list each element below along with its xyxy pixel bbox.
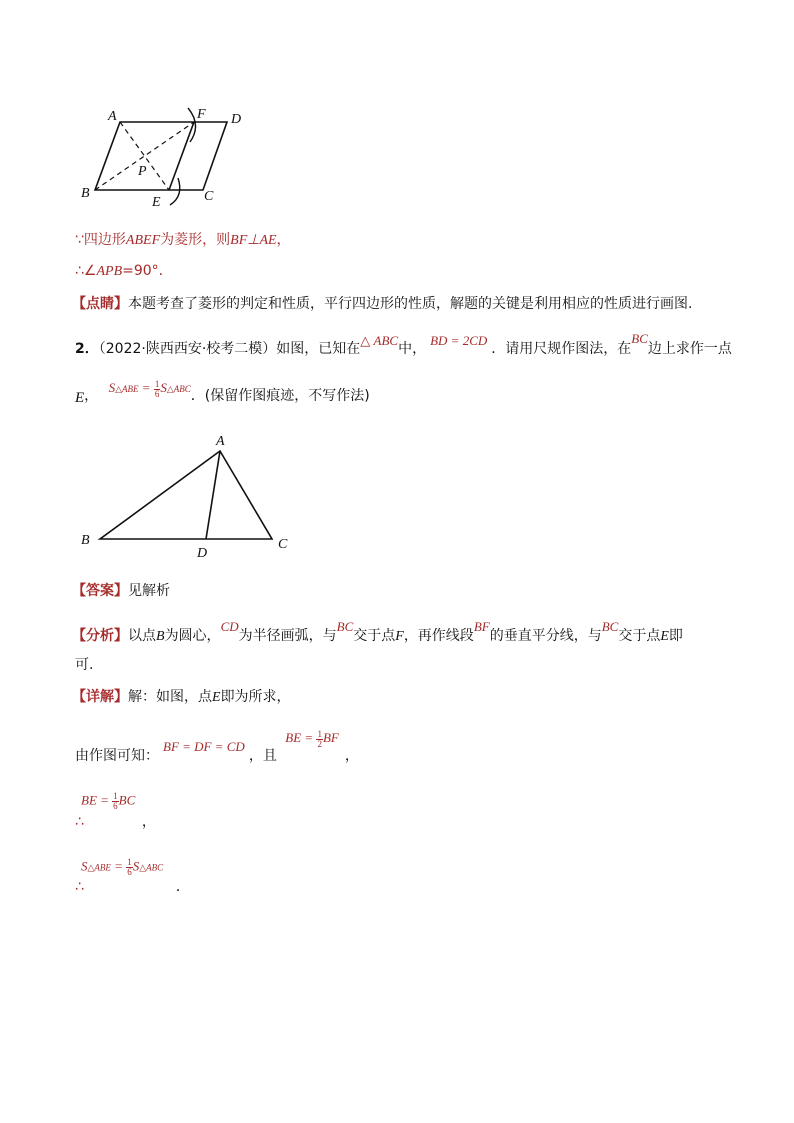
label-A: A xyxy=(108,109,117,124)
answer-tag: 【答案】 xyxy=(72,583,128,599)
detail-line4 xyxy=(75,876,190,896)
math-be-half-bf xyxy=(285,728,339,749)
problem-text4: 边上求作一点 xyxy=(647,341,732,357)
comma: ， xyxy=(84,388,99,404)
label-E: E xyxy=(152,195,161,210)
triangle-abc xyxy=(100,451,272,539)
analysis-t4: 交于点 xyxy=(353,628,396,644)
analysis-line2-text: 可. xyxy=(75,657,94,673)
math-bc-2: BC xyxy=(601,619,619,634)
analysis-line2 xyxy=(75,654,93,674)
label-C: C xyxy=(278,537,288,552)
math-area-relation-final xyxy=(81,858,163,877)
point-e: E xyxy=(660,629,669,644)
area-rhs-sub: △ABC xyxy=(166,384,191,394)
problem-text3: ．请用尺规作图法，在 xyxy=(491,341,632,357)
problem-number: 2． xyxy=(75,341,99,357)
relation-bf-perp-ae: BF⊥AE xyxy=(230,233,277,248)
solution1-line1 xyxy=(75,229,291,249)
text-rhombus: 为菱形，则 xyxy=(160,232,231,248)
comment-line xyxy=(72,293,692,313)
figure-triangle xyxy=(0,420,794,600)
text-comma: ， xyxy=(276,232,291,248)
math-be-sixth-bc xyxy=(81,792,135,811)
analysis-t7: 交于点 xyxy=(618,628,661,644)
detail-t5: ， xyxy=(344,748,359,764)
problem-text5: ．(保留作图痕迹，不写作法) xyxy=(190,388,370,404)
analysis-t5: ，再作线段 xyxy=(403,628,474,644)
math-bc-1: BC xyxy=(336,619,354,634)
text-since: ∵四边形 xyxy=(75,232,126,248)
detail-t2: 即为所求， xyxy=(220,689,291,705)
figure-parallelogram xyxy=(0,0,794,220)
eq3-lhs: BE = xyxy=(81,792,113,808)
area-lhs-sub: △ABE xyxy=(115,384,139,394)
detail-t3: 由作图可知： xyxy=(75,748,159,764)
problem2-line1 xyxy=(75,331,732,358)
eq4-lhs: S xyxy=(81,858,88,874)
point-e: E xyxy=(75,390,85,406)
answer-line xyxy=(72,580,170,600)
math-bd-2cd: BD = 2CD xyxy=(430,333,488,348)
detail-line2 xyxy=(75,728,359,767)
frac-num: 1 xyxy=(317,728,322,739)
therefore-2: ∴ xyxy=(75,879,84,895)
frac-num: 1 xyxy=(113,791,118,801)
comment-tag: 【点睛】 xyxy=(72,296,128,312)
comment-text: 本题考查了菱形的判定和性质，平行四边形的性质，解题的关键是利用相应的性质进行画图. xyxy=(128,296,693,312)
problem2-line2 xyxy=(75,378,370,407)
detail-t6: ， xyxy=(141,814,156,830)
problem-source: （2022·陕西西安·校考二模） xyxy=(98,341,277,357)
point-f: F xyxy=(395,629,404,644)
area-eq: = xyxy=(138,380,154,395)
math-bf-df-cd: BF = DF = CD xyxy=(163,739,245,754)
math-triangle-abc: △ ABC xyxy=(360,333,399,348)
analysis-t8: 即 xyxy=(668,628,683,644)
math-bf: BF xyxy=(473,619,490,634)
detail-t1: 解：如图，点 xyxy=(128,689,212,705)
detail-t7: ． xyxy=(175,879,190,895)
segment-fe xyxy=(169,122,194,190)
frac-den: 6 xyxy=(113,801,118,811)
label-D: D xyxy=(197,546,208,561)
math-area-relation xyxy=(108,378,191,399)
quad-abef: ABEF xyxy=(125,233,161,248)
solution1-line2 xyxy=(75,260,173,280)
detail-tag: 【详解】 xyxy=(72,689,128,705)
detail-t4: ，且 xyxy=(248,748,277,764)
text-therefore-angle: ∴∠ xyxy=(75,263,97,279)
math-cd: CD xyxy=(220,619,239,634)
analysis-t2: 为圆心， xyxy=(164,628,221,644)
frac-den: 6 xyxy=(127,867,132,877)
detail-line1 xyxy=(72,686,291,706)
detail-line3 xyxy=(75,811,156,831)
math-bc: BC xyxy=(631,331,648,346)
label-A: A xyxy=(216,434,225,449)
label-C: C xyxy=(204,189,214,204)
label-D: D xyxy=(231,112,242,127)
segment-ad xyxy=(206,451,220,539)
eq4-eq: = xyxy=(110,858,127,874)
point-e: E xyxy=(212,690,221,705)
area-lhs: S xyxy=(108,380,116,395)
area-rhs: S xyxy=(160,380,167,395)
eq4-rhs-sub: △ABC xyxy=(139,862,164,873)
label-B: B xyxy=(81,186,90,201)
point-b: B xyxy=(156,629,165,644)
frac-num: 1 xyxy=(127,857,132,867)
therefore-1: ∴ xyxy=(75,814,84,830)
frac-den: 2 xyxy=(317,738,322,749)
label-B: B xyxy=(81,533,90,548)
label-F: F xyxy=(197,107,206,122)
analysis-t6: 的垂直平分线，与 xyxy=(489,628,602,644)
frac-den: 6 xyxy=(154,388,160,399)
eq3-rhs: BC xyxy=(118,792,136,808)
problem-text2: 中， xyxy=(398,341,427,357)
angle-value: =90°． xyxy=(122,263,173,279)
answer-text: 见解析 xyxy=(128,583,170,599)
angle-apb: APB xyxy=(96,264,123,279)
eq2-lhs: BE = xyxy=(285,730,317,745)
frac-num: 1 xyxy=(154,378,160,389)
eq4-lhs-sub: △ABE xyxy=(87,862,111,873)
eq2-rhs: BF xyxy=(322,730,339,745)
analysis-t1: 以点 xyxy=(128,628,156,644)
analysis-tag: 【分析】 xyxy=(72,628,128,644)
problem-text1: 如图，已知在 xyxy=(276,341,361,357)
analysis-t3: 为半径画弧，与 xyxy=(238,628,337,644)
parallelogram-abcd xyxy=(95,122,227,190)
analysis-line1 xyxy=(72,619,683,645)
eq4-rhs: S xyxy=(132,858,140,874)
segment-ae-dashed xyxy=(120,122,169,190)
label-P: P xyxy=(138,164,147,179)
